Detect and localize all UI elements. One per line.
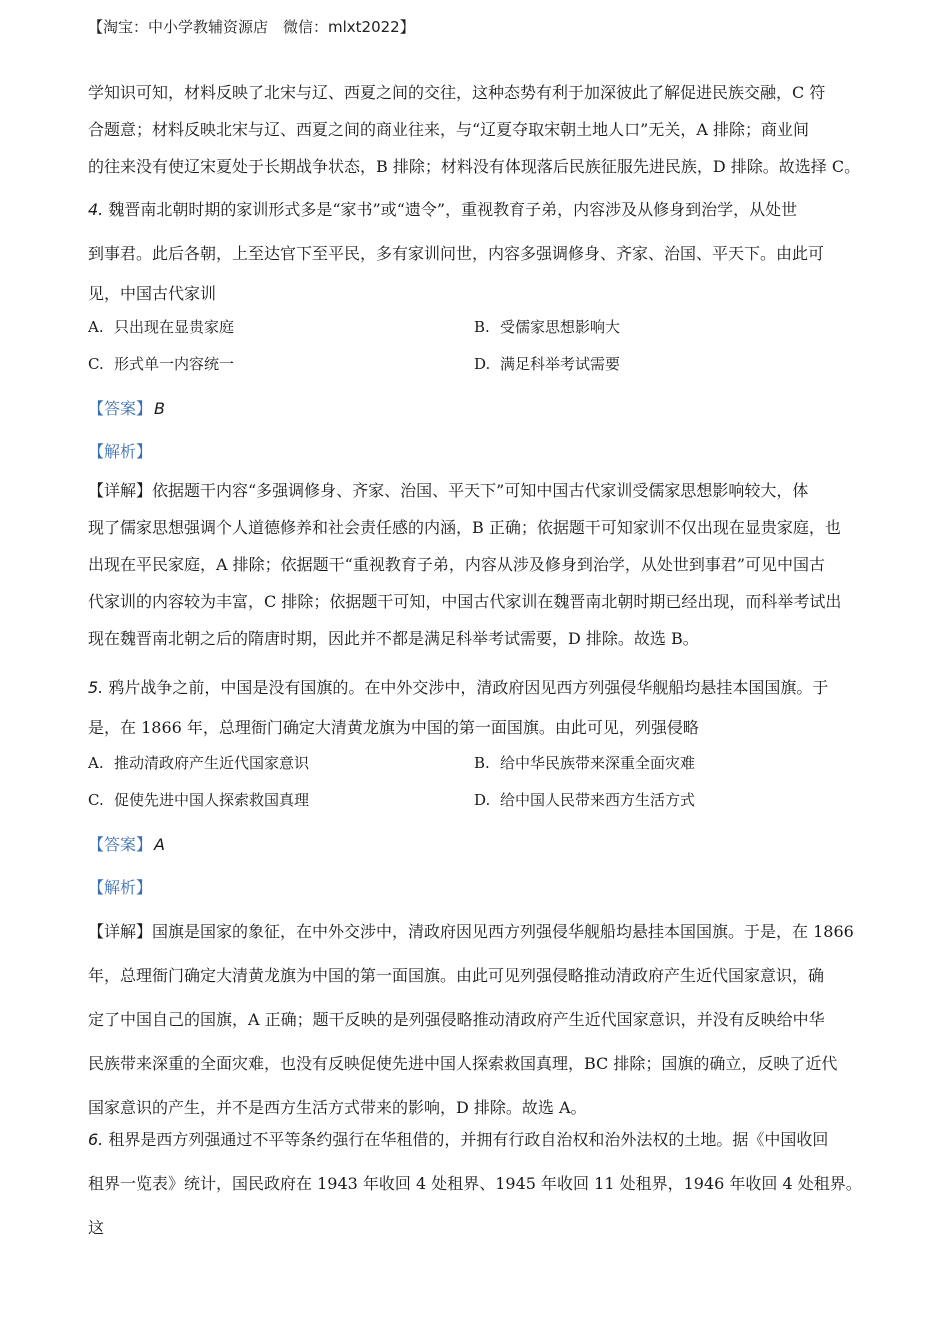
question-4-stem-text: 魏晋南北朝时期的家训形式多是“家书”或“遗令”，重视教育子弟，内容涉及从修身到治学，从处世 xyxy=(103,200,798,219)
question-4-number: 4. xyxy=(88,200,104,219)
question-5-answer xyxy=(88,830,165,860)
question-5-number: 5. xyxy=(88,678,104,697)
answer-value: B xyxy=(154,399,165,418)
detail-line: 现在魏晋南北朝之后的隋唐时期，因此并不都是满足科举考试需要，D 排除。故选 B。 xyxy=(88,629,699,648)
question-5-options xyxy=(88,745,864,819)
option-5-a: A. 推动清政府产生近代国家意识 xyxy=(88,754,310,772)
question-4-line xyxy=(88,188,864,232)
question-4-line: 到事君。此后各朝，上至达官下至平民，多有家训问世，内容多强调修身、齐家、治国、平天下。由此可 xyxy=(88,244,825,263)
option-4-c: C. 形式单一内容统一 xyxy=(88,355,235,373)
question-4-options xyxy=(88,309,864,383)
question-6-line: 租界一览表》统计，国民政府在 1943 年收回 4 处租界、1945 年收回 11 处租界，1946 年收回 4 处租界。这 xyxy=(88,1174,862,1237)
prev-explanation-line: 的往来没有使辽宋夏处于长期战争状态，B 排除；材料没有体现落后民族征服先进民族，D 排除。故选择 C。 xyxy=(88,157,861,176)
question-6-number: 6. xyxy=(88,1130,104,1149)
option-5-b: B. 给中华民族带来深重全面灾难 xyxy=(474,754,696,772)
detail-line: 现了儒家思想强调个人道德修养和社会责任感的内涵，B 正确；依据题干可知家训不仅出现在显贵家庭，也 xyxy=(88,518,841,537)
question-4-analysis-tag: 【解析】 xyxy=(88,442,153,461)
option-4-b: B. 受儒家思想影响大 xyxy=(474,318,621,336)
question-6-stem xyxy=(88,1118,864,1250)
question-6-stem-text: 租界是西方列强通过不平等条约强行在华租借的，并拥有行政自治权和治外法权的土地。据《中国收回 xyxy=(103,1130,829,1149)
detail-line: 【详解】国旗是国家的象征，在中外交涉中，清政府因见西方列强侵华舰船均悬挂本国国旗。于是，在 1866 xyxy=(88,922,854,941)
question-4-answer xyxy=(88,394,165,424)
prev-explanation-line: 合题意；材料反映北宋与辽、西夏之间的商业往来，与“辽夏夺取宋朝土地人口”无关，A 排除；商业间 xyxy=(88,120,810,139)
question-5-line: 是，在 1866 年，总理衙门确定大清黄龙旗为中国的第一面国旗。由此可见，列强侵略 xyxy=(88,718,699,737)
question-4-line: 见，中国古代家训 xyxy=(88,284,217,303)
question-5-stem xyxy=(88,666,864,746)
page-header: 【淘宝：中小学教辅资源店 微信：mlxt2022】 xyxy=(88,18,415,36)
detail-line: 出现在平民家庭，A 排除；依据题干“重视教育子弟，内容从涉及修身到治学，从处世到事君”可见中国古 xyxy=(88,555,826,574)
option-5-c: C. 促使先进中国人探索救国真理 xyxy=(88,791,310,809)
detail-line: 定了中国自己的国旗，A 正确；题干反映的是列强侵略推动清政府产生近代国家意识，并没有反映给中华 xyxy=(88,1010,825,1029)
answer-tag: 【答案】 xyxy=(88,399,153,418)
detail-line: 国家意识的产生，并不是西方生活方式带来的影响，D 排除。故选 A。 xyxy=(88,1098,587,1117)
question-5-stem-text: 鸦片战争之前，中国是没有国旗的。在中外交涉中，清政府因见西方列强侵华舰船均悬挂本国国旗。于 xyxy=(103,678,829,697)
prev-explanation xyxy=(88,74,864,185)
answer-value: A xyxy=(154,835,165,854)
detail-line: 代家训的内容较为丰富，C 排除；依据题干可知，中国古代家训在魏晋南北朝时期已经出现，而科举考试出 xyxy=(88,592,842,611)
question-5-line xyxy=(88,666,864,710)
option-4-d: D. 满足科举考试需要 xyxy=(474,355,621,373)
answer-tag: 【答案】 xyxy=(88,835,153,854)
question-5-detail xyxy=(88,910,864,1130)
option-4-a: A. 只出现在显贵家庭 xyxy=(88,318,235,336)
question-4-detail xyxy=(88,472,864,657)
question-5-analysis-tag: 【解析】 xyxy=(88,878,153,897)
detail-line: 年，总理衙门确定大清黄龙旗为中国的第一面国旗。由此可见列强侵略推动清政府产生近代国家意识，确 xyxy=(88,966,825,985)
option-5-d: D. 给中国人民带来西方生活方式 xyxy=(474,791,696,809)
detail-line: 【详解】依据题干内容“多强调修身、齐家、治国、平天下”可知中国古代家训受儒家思想影响较大，体 xyxy=(88,481,809,500)
detail-line: 民族带来深重的全面灾难，也没有反映促使先进中国人探索救国真理，BC 排除；国旗的确立，反映了近代 xyxy=(88,1054,838,1073)
question-4-stem xyxy=(88,188,864,312)
prev-explanation-line: 学知识可知，材料反映了北宋与辽、西夏之间的交往，这种态势有利于加深彼此了解促进民族交融，C 符 xyxy=(88,83,826,102)
question-6-line xyxy=(88,1118,864,1162)
